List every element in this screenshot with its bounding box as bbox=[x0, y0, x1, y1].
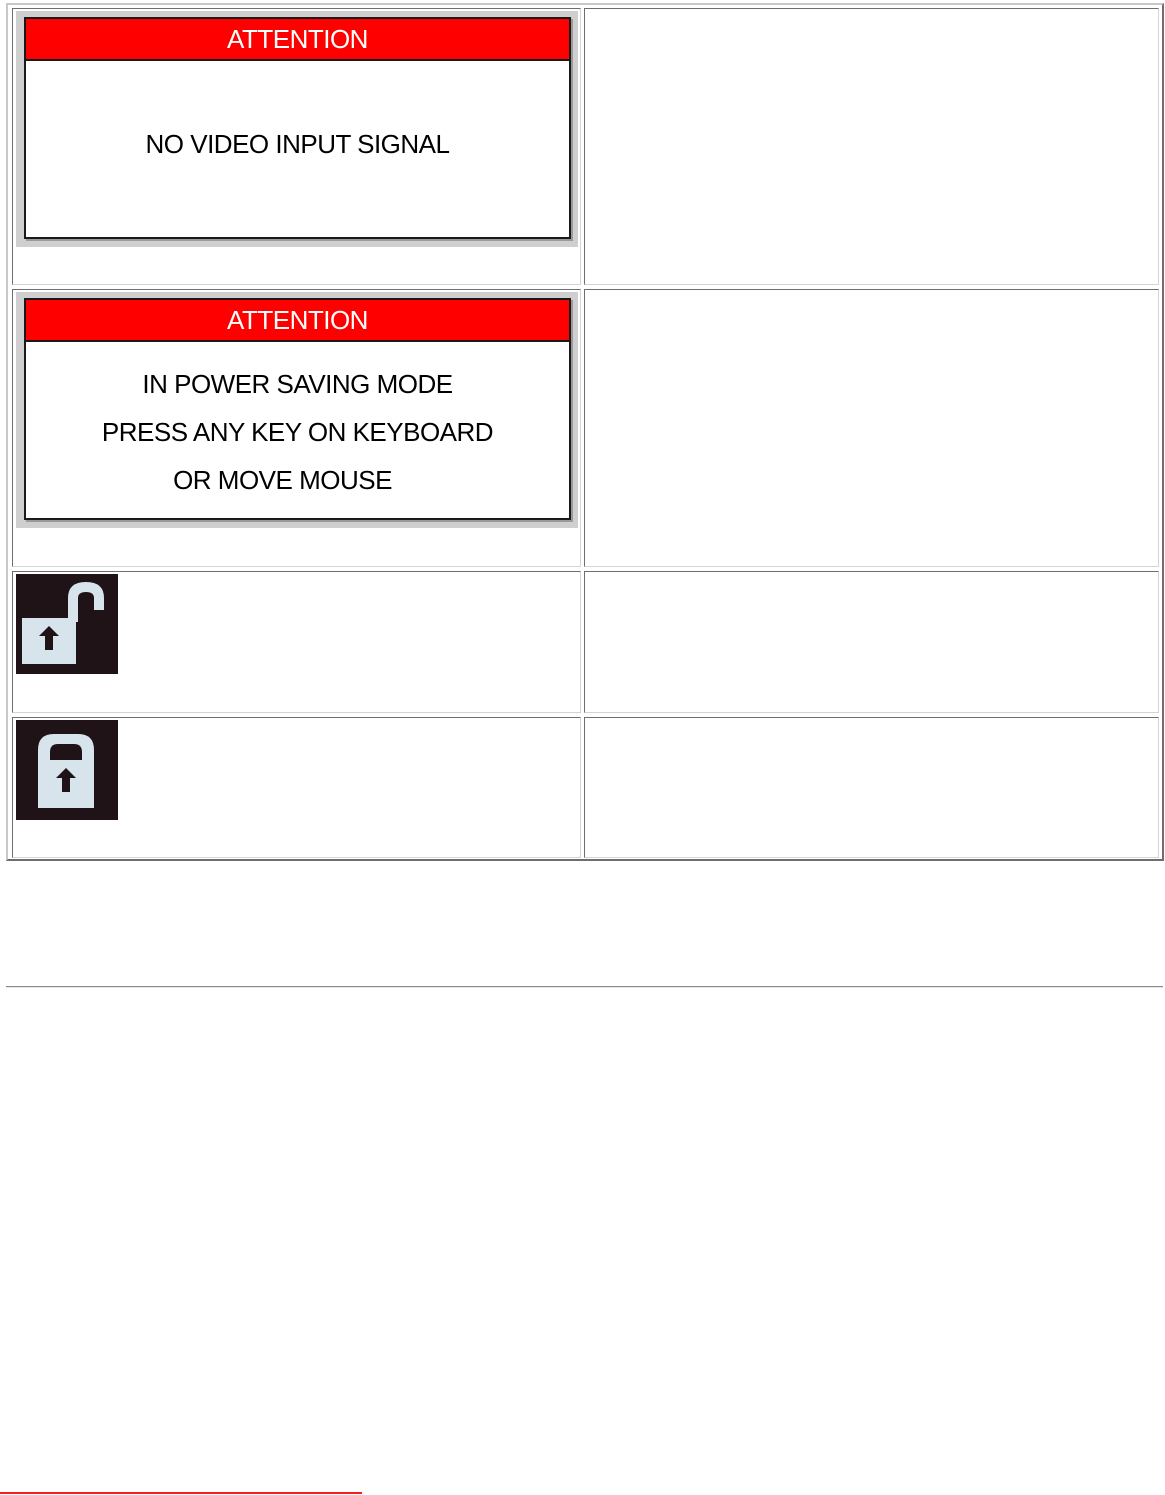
locked-icon bbox=[16, 720, 118, 820]
table-cell bbox=[12, 8, 581, 285]
message-line: PRESS ANY KEY ON KEYBOARD bbox=[101, 417, 494, 447]
attention-header: ATTENTION bbox=[26, 19, 569, 61]
no-signal-message-image bbox=[16, 11, 578, 247]
attention-header: ATTENTION bbox=[26, 300, 569, 342]
link-underline[interactable] bbox=[0, 1492, 362, 1494]
table-cell-empty bbox=[584, 571, 1159, 713]
message-line: IN POWER SAVING MODE bbox=[142, 369, 453, 399]
table-cell-empty bbox=[584, 8, 1159, 285]
table-cell-empty bbox=[584, 717, 1159, 858]
message-body bbox=[26, 61, 569, 237]
message-box bbox=[24, 17, 571, 239]
table-cell bbox=[12, 571, 581, 713]
message-line: NO VIDEO INPUT SIGNAL bbox=[145, 128, 450, 159]
horizontal-divider bbox=[6, 986, 1163, 988]
osd-messages-table bbox=[6, 3, 1164, 861]
unlocked-icon bbox=[16, 574, 118, 674]
message-body bbox=[26, 342, 569, 518]
table-cell bbox=[12, 717, 581, 858]
message-box bbox=[24, 298, 571, 520]
table-cell bbox=[12, 289, 581, 567]
message-line: OR MOVE MOUSE bbox=[173, 465, 392, 495]
power-saving-message-image bbox=[16, 292, 578, 528]
table-cell-empty bbox=[584, 289, 1159, 567]
